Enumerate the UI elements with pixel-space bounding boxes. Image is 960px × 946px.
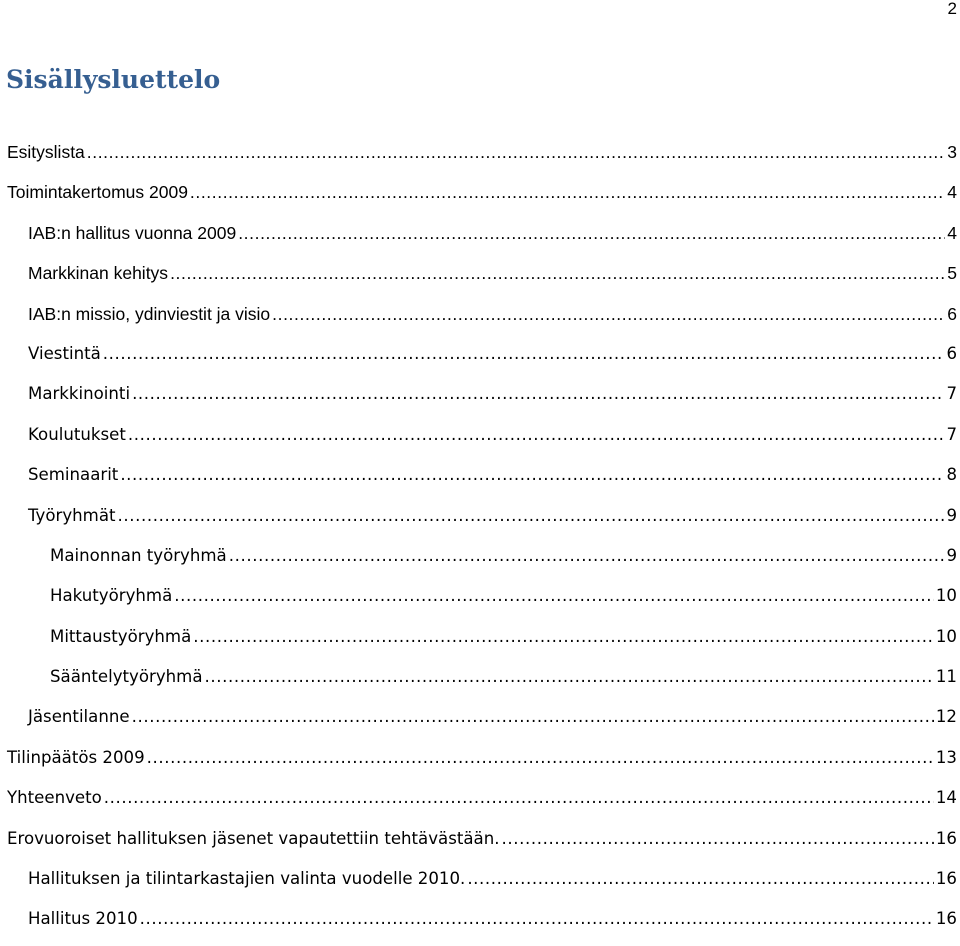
page-number: 2 xyxy=(947,0,957,18)
toc-entry-text: Tilinpäätös 2009 xyxy=(7,747,145,767)
toc-leader xyxy=(502,825,934,853)
toc-entry-markkinan-kehitys[interactable] xyxy=(0,259,960,299)
toc-leader xyxy=(118,502,945,530)
toc-entry-page: 10 xyxy=(935,586,957,606)
toc-entry-koulutukset[interactable] xyxy=(0,421,960,461)
toc-entry-hallitus-2010[interactable] xyxy=(0,905,960,945)
toc-entry-hallituksen-valinta[interactable] xyxy=(0,865,960,905)
toc-entry-text: Markkinan kehitys xyxy=(28,263,169,284)
toc-entry-text: Erovuoroiset hallituksen jäsenet vapautettiin tehtävästään. xyxy=(7,828,500,848)
toc-entry-mittaustyoryhma[interactable] xyxy=(0,623,960,663)
toc-entry-text: IAB:n hallitus vuonna 2009 xyxy=(28,222,237,243)
toc-entry-text: Jäsentilanne xyxy=(28,707,130,727)
toc-entry-page: 6 xyxy=(947,303,957,324)
toc-leader xyxy=(229,542,945,570)
toc-leader xyxy=(132,703,934,731)
toc-entry-yhteenveto[interactable] xyxy=(0,784,960,824)
toc-entry-page: 10 xyxy=(935,626,957,646)
toc-leader xyxy=(238,219,945,247)
toc-entry-page: 9 xyxy=(946,505,957,525)
toc-entry-text: Hallitus 2010 xyxy=(28,909,138,929)
toc-leader xyxy=(120,461,944,489)
toc-leader xyxy=(104,784,934,812)
toc-entry-text: Mainonnan työryhmä xyxy=(50,545,227,565)
toc-entry-seminaarit[interactable] xyxy=(0,461,960,501)
toc-entry-hakutyoryhma[interactable] xyxy=(0,582,960,622)
toc-entry-page: 8 xyxy=(946,465,957,485)
toc-entry-markkinointi[interactable] xyxy=(0,380,960,420)
toc-entry-text: Toimintakertomus 2009 xyxy=(7,182,188,203)
toc-entry-tyoryhmat[interactable] xyxy=(0,502,960,542)
toc-entry-text: Markkinointi xyxy=(28,384,131,404)
toc-entry-iab-missio[interactable] xyxy=(0,300,960,340)
toc-entry-page: 9 xyxy=(946,545,957,565)
toc-entry-page: 11 xyxy=(935,667,957,687)
toc-leader xyxy=(193,623,934,651)
toc-entry-page: 4 xyxy=(947,182,957,203)
toc-entry-page: 3 xyxy=(947,142,957,162)
toc-leader xyxy=(170,259,945,287)
toc-entry-jasentilanne[interactable] xyxy=(0,703,960,743)
toc-leader xyxy=(190,178,945,206)
toc-entry-page: 16 xyxy=(935,909,957,929)
toc-entry-text: Työryhmät xyxy=(28,505,116,525)
toc-entry-text: Esityslista xyxy=(7,142,85,162)
toc-entry-page: 14 xyxy=(935,788,957,808)
toc-entry-iab-hallitus-2009[interactable] xyxy=(0,219,960,259)
toc-entry-text: Viestintä xyxy=(28,343,101,363)
toc-entry-page: 16 xyxy=(935,869,957,889)
toc-entry-mainonnan-tyoryhma[interactable] xyxy=(0,542,960,582)
toc-entry-text: Hakutyöryhmä xyxy=(50,586,173,606)
toc-entry-erovuoroiset[interactable] xyxy=(0,825,960,865)
toc-leader xyxy=(205,663,934,691)
toc-leader xyxy=(467,865,934,893)
toc-entry-text: Sääntelytyöryhmä xyxy=(50,667,203,687)
toc-entry-page: 16 xyxy=(935,828,957,848)
toc-entry-page: 13 xyxy=(935,747,957,767)
toc-entry-text: Seminaarit xyxy=(28,465,119,485)
toc-entry-esityslista[interactable] xyxy=(0,138,960,178)
toc-leader xyxy=(87,138,945,166)
toc-entry-page: 6 xyxy=(946,343,957,363)
toc-leader xyxy=(140,905,934,933)
toc-leader xyxy=(147,744,934,772)
toc-entry-tilinpaatos[interactable] xyxy=(0,744,960,784)
toc-entry-text: Mittaustyöryhmä xyxy=(50,626,192,646)
toc-title: Sisällysluettelo xyxy=(6,65,221,94)
toc-leader xyxy=(103,340,945,368)
toc-entry-toimintakertomus[interactable] xyxy=(0,178,960,218)
toc-entry-page: 12 xyxy=(935,707,957,727)
toc-entry-text: IAB:n missio, ydinviestit ja visio xyxy=(28,303,271,324)
toc-entry-text: Yhteenveto xyxy=(7,788,102,808)
toc-leader xyxy=(132,380,944,408)
toc-leader xyxy=(272,300,945,328)
toc-entry-saantelytyoryhma[interactable] xyxy=(0,663,960,703)
toc-entry-viestinta[interactable] xyxy=(0,340,960,380)
toc-entry-page: 7 xyxy=(946,424,957,444)
toc-entry-page: 5 xyxy=(947,263,957,284)
toc-entry-text: Hallituksen ja tilintarkastajien valinta vuodelle 2010. xyxy=(28,869,466,889)
table-of-contents xyxy=(0,138,960,946)
toc-entry-page: 4 xyxy=(947,222,957,243)
toc-leader xyxy=(128,421,945,449)
toc-entry-page: 7 xyxy=(946,384,957,404)
toc-entry-text: Koulutukset xyxy=(28,424,126,444)
toc-leader xyxy=(174,582,934,610)
